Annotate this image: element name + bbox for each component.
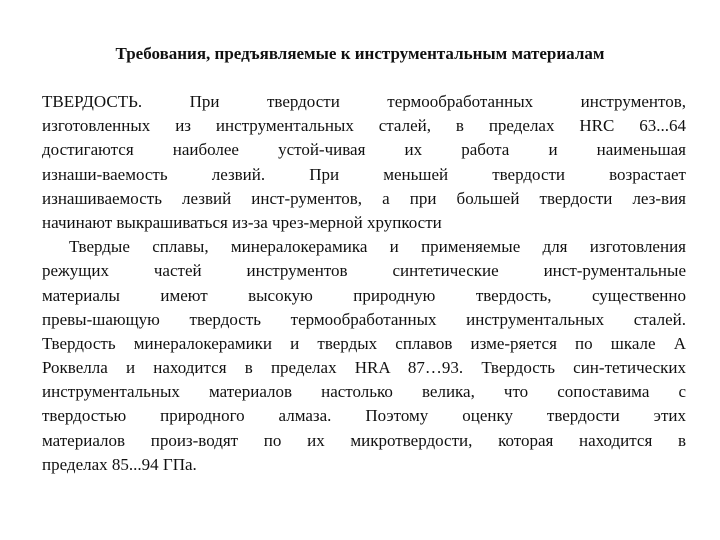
body-text — [42, 90, 686, 477]
slide-title: Требования, предъявляемые к инструментальным материалам — [115, 44, 605, 63]
text-line: изготовленных из инструментальных сталей, в пределах HRC 63...64 — [42, 116, 686, 136]
text-line: пределах 85...94 ГПа. — [42, 454, 197, 474]
text-line: изнаши-ваемость лезвий. При меньшей твердости возрастает — [42, 164, 686, 184]
text-line: материалов произ-водят по их микротвердости, которая находится в — [42, 430, 686, 450]
text-line: режущих частей инструментов синтетические инст-рументальные — [42, 261, 686, 281]
text-line: Твердость минералокерамики и твердых сплавов изме-ряется по шкале А — [42, 333, 686, 353]
text-line: достигаются наиболее устой-чивая их работа и наименьшая — [42, 140, 686, 160]
text-line: превы-шающую твердость термообработанных инструментальных сталей. — [42, 309, 686, 329]
text-line: изнашиваемость лезвий инст-рументов, а при большей твердости лез-вия — [42, 188, 686, 208]
text-line: инструментальных материалов настолько велика, что сопоставима с — [42, 382, 686, 402]
text-line: материалы имеют высокую природную твердость, существенно — [42, 285, 686, 305]
paragraph-start-line: Твердые сплавы, минералокерамика и применяемые для изготовления — [69, 237, 686, 257]
text-line: начинают выкрашиваться из-за чрез-мерной хрупкости — [42, 212, 442, 232]
text-line: Роквелла и находится в пределах HRA 87…93. Твердость син-тетических — [42, 358, 686, 378]
text-line: ТВЕРДОСТЬ. При твердости термообработанных инструментов, — [42, 92, 686, 111]
text-line: твердостью природного алмаза. Поэтому оценку твердости этих — [42, 406, 686, 426]
